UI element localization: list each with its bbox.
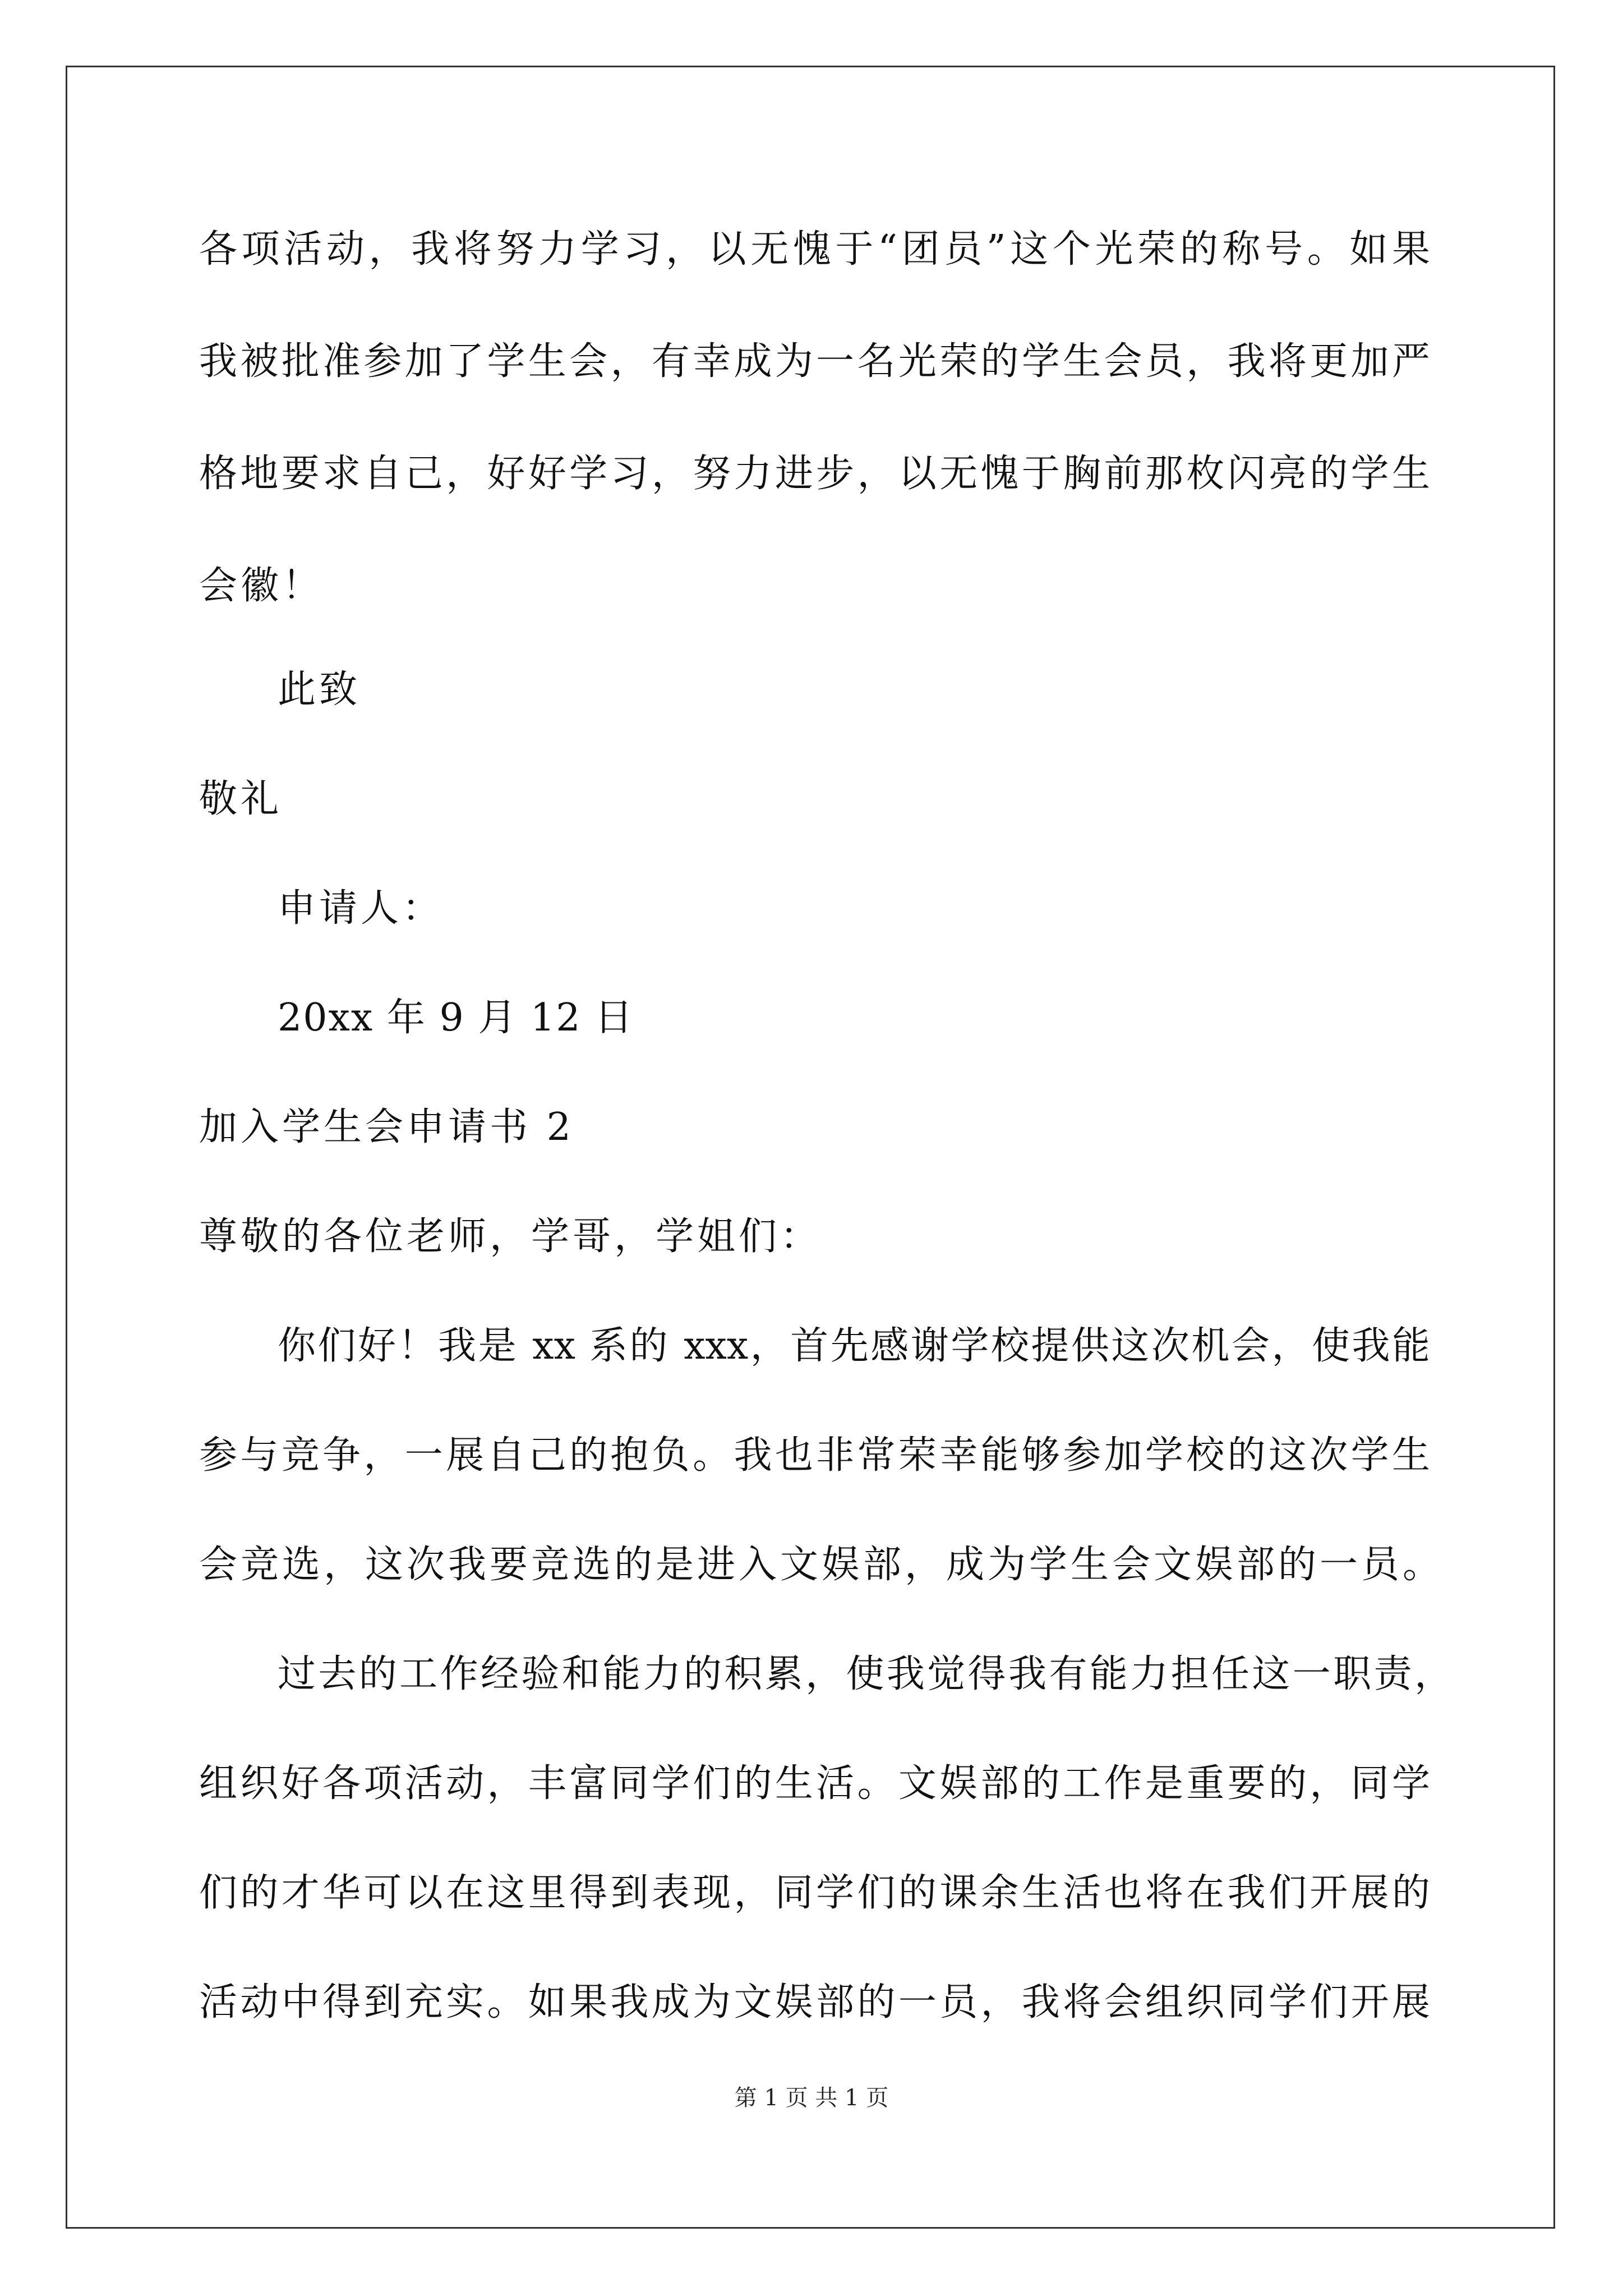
text-line: 会竞选，这次我要竞选的是进入文娱部，成为学生会文娱部的一员。 bbox=[199, 1543, 1445, 1587]
date-line: 20xx 年 9 月 12 日 bbox=[278, 996, 634, 1040]
text-line: 会徽！ bbox=[199, 564, 324, 608]
page-footer: 第 1 页 共 1 页 bbox=[734, 2085, 889, 2111]
text-line: 们的才华可以在这里得到表现，同学们的课余生活也将在我们开展的 bbox=[199, 1871, 1430, 1915]
closing-salutation: 此致 bbox=[278, 668, 361, 712]
text-line: 参与竞争，一展自己的抱负。我也非常荣幸能够参加学校的这次学生 bbox=[199, 1433, 1430, 1478]
applicant-label: 申请人： bbox=[278, 886, 444, 931]
text-line: 过去的工作经验和能力的积累，使我觉得我有能力担任这一职责， bbox=[278, 1652, 1453, 1696]
text-line: 组织好各项活动，丰富同学们的生活。文娱部的工作是重要的，同学 bbox=[199, 1761, 1430, 1806]
text-line: 活动中得到充实。如果我成为文娱部的一员，我将会组织同学们开展 bbox=[199, 1980, 1430, 2024]
greeting: 尊敬的各位老师，学哥，学姐们： bbox=[199, 1214, 822, 1259]
text-line: 格地要求自己，好好学习，努力进步，以无愧于胸前那枚闪亮的学生 bbox=[199, 452, 1430, 496]
text-line: 你们好！我是 xx 系的 xxx，首先感谢学校提供这次机会，使我能 bbox=[278, 1324, 1430, 1368]
text-line: 我被批准参加了学生会，有幸成为一名光荣的学生会员，我将更加严 bbox=[199, 339, 1430, 384]
text-line: 各项活动，我将努力学习，以无愧于“团员”这个光荣的称号。如果 bbox=[199, 227, 1430, 272]
section-title: 加入学生会申请书 2 bbox=[199, 1105, 574, 1149]
closing-regards: 敬礼 bbox=[199, 777, 283, 821]
